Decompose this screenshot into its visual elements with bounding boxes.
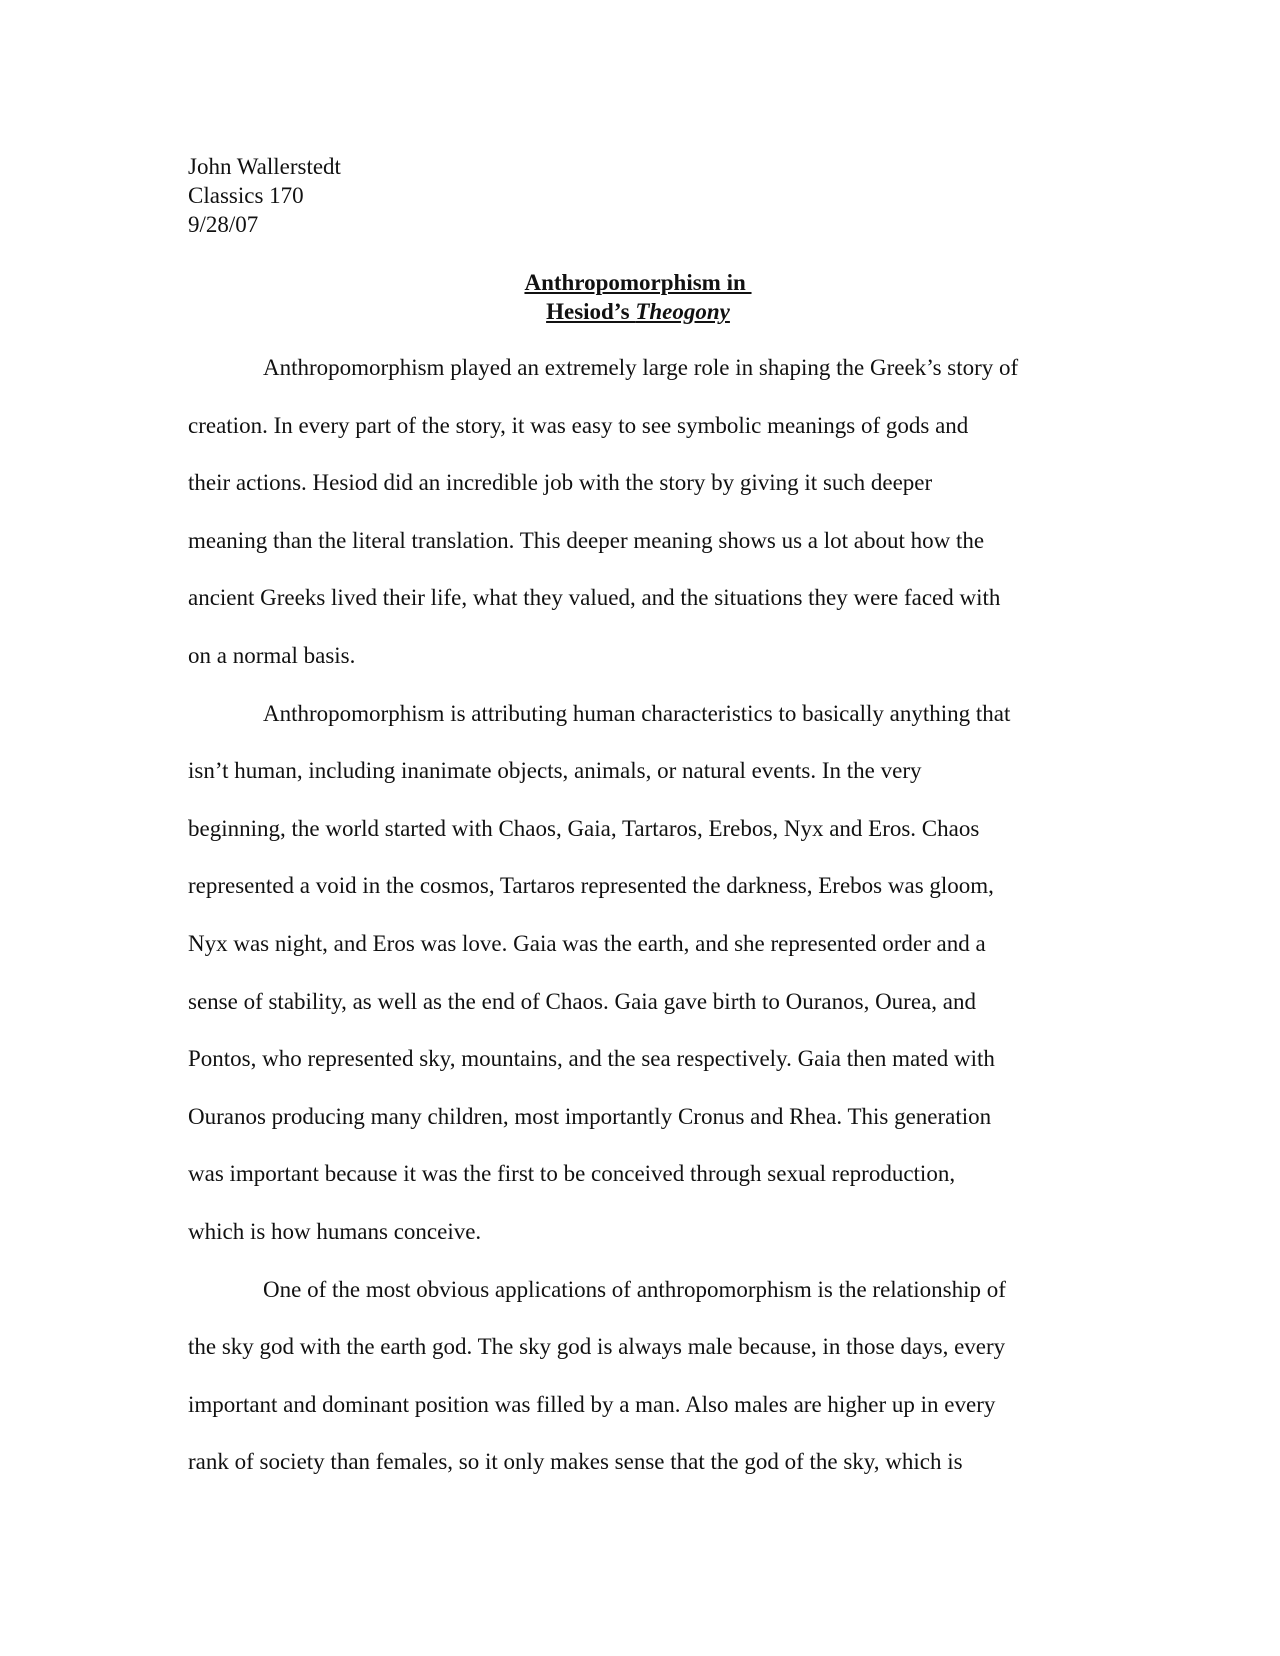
body-line: meaning than the literal translation. This deeper meaning shows us a lot about how the — [188, 527, 985, 553]
body-line: beginning, the world started with Chaos, Gaia, Tartaros, Erebos, Nyx and Eros. Chaos — [188, 815, 980, 841]
body-line: Pontos, who represented sky, mountains, and the sea respectively. Gaia then mated with — [188, 1046, 995, 1072]
body-line: was important because it was the first to be conceived through sexual reproduction, — [188, 1161, 956, 1187]
title-line-2 — [188, 297, 1088, 326]
body-line: Ouranos producing many children, most importantly Cronus and Rhea. This generation — [188, 1103, 992, 1129]
body-line: One of the most obvious applications of anthropomorphism is the relationship of — [263, 1276, 1006, 1302]
body-line: sense of stability, as well as the end of Chaos. Gaia gave birth to Ouranos, Ourea, and — [188, 988, 976, 1014]
body-line: ancient Greeks lived their life, what they valued, and the situations they were faced with — [188, 585, 1001, 611]
body-line: creation. In every part of the story, it was easy to see symbolic meanings of gods and — [188, 412, 969, 438]
body-line: important and dominant position was filled by a man. Also males are higher up in every — [188, 1391, 996, 1417]
title-italic-work: Theogony — [635, 299, 730, 324]
essay-body — [188, 339, 1098, 1491]
body-line: rank of society than females, so it only makes sense that the god of the sky, which is — [188, 1449, 963, 1475]
author-name: John Wallerstedt — [188, 154, 341, 179]
body-line: Anthropomorphism played an extremely large role in shaping the Greek’s story of — [263, 355, 1019, 380]
essay-title — [188, 268, 1088, 326]
body-line: which is how humans conceive. — [188, 1218, 482, 1244]
body-line: Anthropomorphism is attributing human characteristics to basically anything that — [263, 700, 1011, 726]
body-line: the sky god with the earth god. The sky god is always male because, in those days, every — [188, 1334, 1006, 1360]
body-line: their actions. Hesiod did an incredible job with the story by giving it such deeper — [188, 470, 933, 496]
title-line-2-prefix: Hesiod’s — [546, 299, 636, 324]
body-line: on a normal basis. — [188, 642, 356, 668]
body-line: represented a void in the cosmos, Tartaros represented the darkness, Erebos was gloom, — [188, 873, 994, 899]
body-line: isn’t human, including inanimate objects, animals, or natural events. In the very — [188, 758, 922, 784]
title-line-1: Anthropomorphism in — [524, 270, 752, 295]
essay-date: 9/28/07 — [188, 212, 259, 237]
body-line: Nyx was night, and Eros was love. Gaia was the earth, and she represented order and a — [188, 930, 986, 956]
course-name: Classics 170 — [188, 183, 304, 208]
essay-header — [188, 152, 341, 239]
